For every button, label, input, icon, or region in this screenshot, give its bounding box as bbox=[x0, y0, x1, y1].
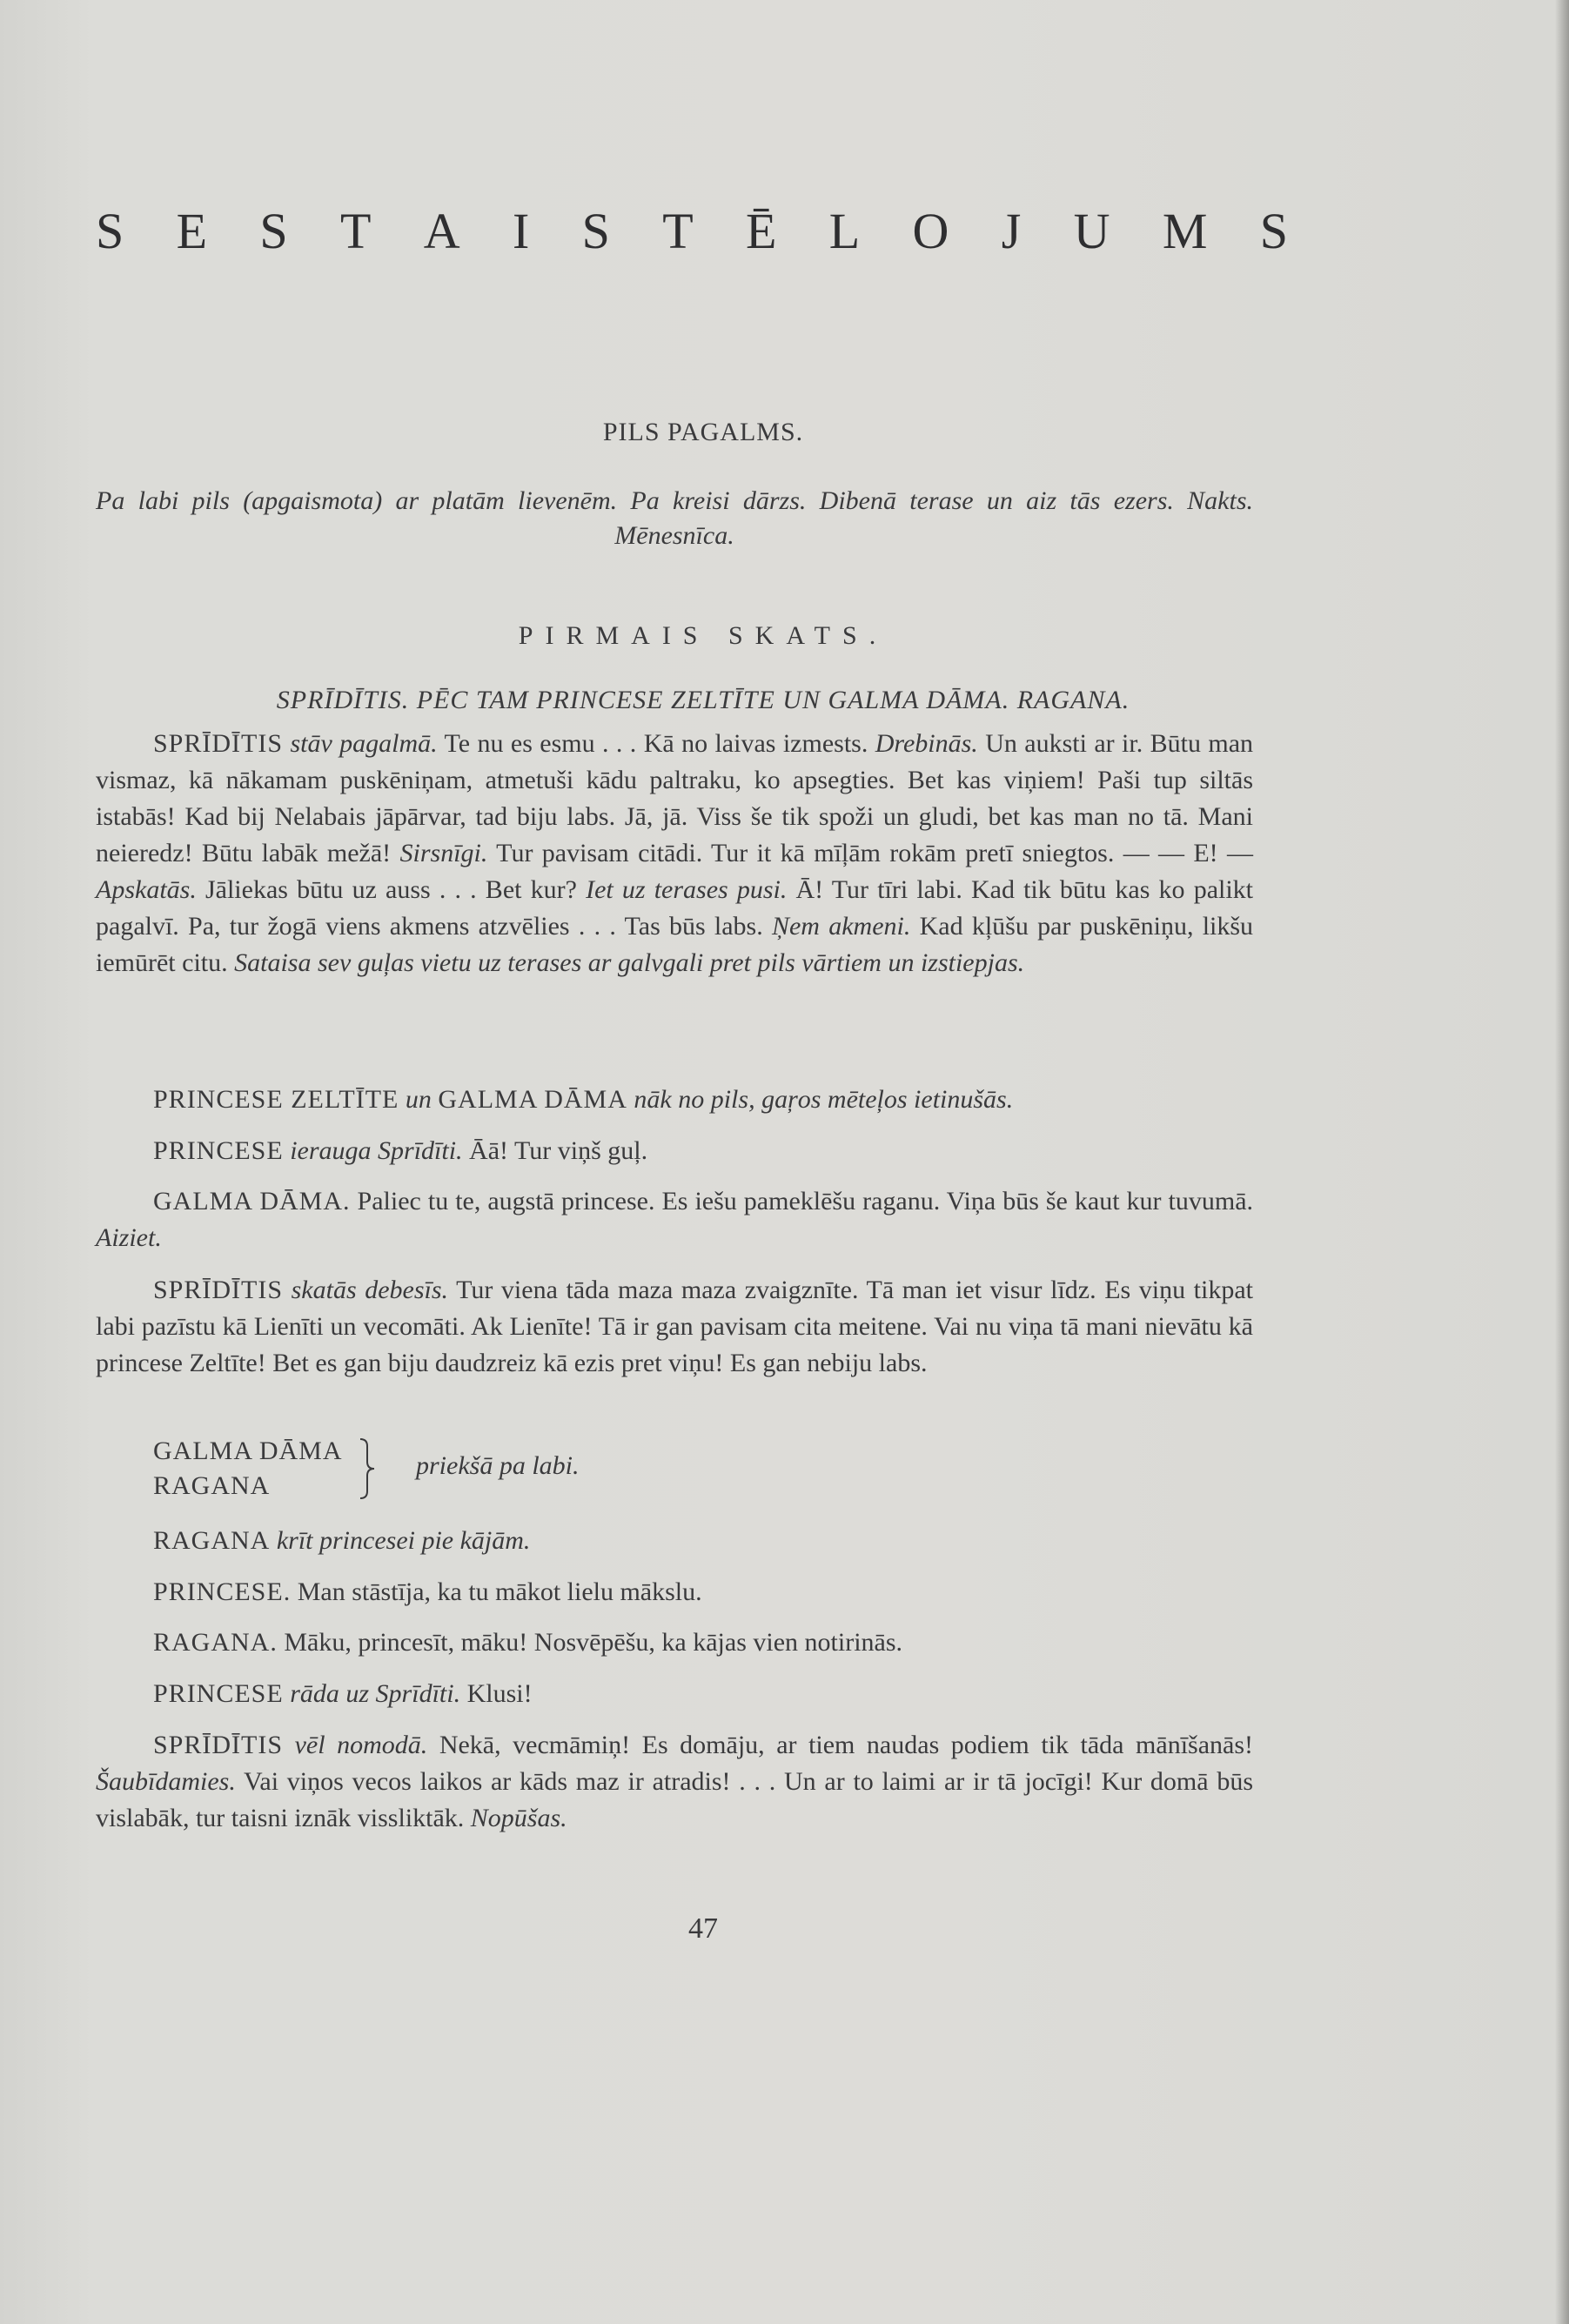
stage-direction: krīt princesei pie kājām. bbox=[276, 1526, 531, 1555]
passage-ragana-1 bbox=[96, 1523, 1253, 1559]
speaker: GALMA DĀMA bbox=[438, 1085, 627, 1114]
speaker: SPRĪDĪTIS bbox=[153, 1276, 284, 1304]
dialogue: Āā! Tur viņš guļ. bbox=[469, 1136, 648, 1165]
heading-letter: S bbox=[1259, 203, 1288, 259]
heading-letter: E bbox=[176, 203, 208, 259]
page-number: 47 bbox=[688, 1912, 718, 1945]
heading-letter: T bbox=[339, 203, 372, 259]
dialogue: Māku, princesīt, māku! Nosvēpēšu, ka kājas vien notirinās. bbox=[284, 1628, 903, 1657]
speaker: GALMA DĀMA bbox=[153, 1437, 343, 1465]
page-edge-shadow bbox=[1555, 0, 1569, 2324]
heading-letter: S bbox=[96, 203, 124, 259]
dialogue: Paliec tu te, augstā princese. Es iešu pameklēšu raganu. Viņa būs še kaut kur tuvumā. bbox=[357, 1187, 1254, 1216]
heading-letter: A bbox=[423, 203, 460, 259]
dialogue: Jāliekas būtu uz auss . . . Bet kur? bbox=[205, 875, 577, 904]
heading-letter: M bbox=[1162, 203, 1208, 259]
speaker: PRINCESE. bbox=[153, 1577, 292, 1606]
chapter-heading bbox=[96, 202, 1288, 260]
passage-princese-1 bbox=[96, 1133, 1253, 1169]
stage-direction: un bbox=[405, 1085, 432, 1114]
stage-direction: Drebinās. bbox=[875, 729, 978, 758]
stage-direction: priekšā pa labi. bbox=[416, 1451, 580, 1480]
passage-spriditis-1 bbox=[96, 726, 1253, 981]
heading-letter: I bbox=[512, 203, 530, 259]
brace-names bbox=[153, 1434, 343, 1504]
stage-direction: stāv pagalmā. bbox=[290, 729, 438, 758]
passage-princese-2 bbox=[96, 1574, 1253, 1611]
passage-princese-enters bbox=[96, 1082, 1253, 1118]
heading-letter: Ē bbox=[745, 203, 777, 259]
location-title: PILS PAGALMS. bbox=[602, 418, 804, 446]
stage-direction: rāda uz Sprīdīti. bbox=[290, 1679, 461, 1708]
passage-princese-3 bbox=[96, 1676, 1253, 1712]
dialogue: Te nu es esmu . . . Kā no laivas izmests. bbox=[444, 729, 868, 758]
stage-direction: Aiziet. bbox=[96, 1223, 162, 1252]
dialogue: Un auksti ar ir. Būtu man vismaz, kā nākamam puskēniņam, atmetuši kādu paltraku, ko apsegties. Bet kas viņiem! Paši tup siltās istabās! Kad bij Nelabais jāpārvar, tad biju labs. Jā, jā. Viss še tik spoži un gludi, bet kas man no tā. Mani neieredz! Būtu labāk mežā! bbox=[96, 729, 1254, 867]
dialogue: Man stāstīja, ka tu mākot lielu mākslu. bbox=[297, 1577, 702, 1606]
passage-spriditis-3 bbox=[96, 1727, 1253, 1837]
dialogue: Nekā, vecmāmiņ! Es domāju, ar tiem naudas podiem tik tāda mānīšanās! bbox=[439, 1731, 1254, 1759]
scene-title: PIRMAIS SKATS. bbox=[518, 621, 888, 650]
stage-direction: skatās debesīs. bbox=[291, 1276, 449, 1304]
speaker: SPRĪDĪTIS bbox=[153, 729, 284, 758]
heading-letter: U bbox=[1073, 203, 1110, 259]
stage-direction: Apskatās. bbox=[96, 875, 197, 904]
curly-brace-icon bbox=[359, 1437, 376, 1500]
dialogue: Vai viņos vecos laikos ar kāds maz ir atradis! . . . Un ar to laimi ar ir tā jocīgi! Kur domā būs vislabāk, tur taisni iznāk vissliktāk. bbox=[96, 1767, 1253, 1832]
stage-direction: Iet uz terases pusi. bbox=[586, 875, 788, 904]
stage-direction: vēl nomodā. bbox=[294, 1731, 428, 1759]
heading-letter: S bbox=[259, 203, 288, 259]
heading-letter: J bbox=[1001, 203, 1022, 259]
stage-direction: nāk no pils, gaŗos mēteļos ietinušās. bbox=[634, 1085, 1014, 1114]
speaker: RAGANA bbox=[153, 1526, 271, 1555]
stage-direction: ierauga Sprīdīti. bbox=[290, 1136, 463, 1165]
stage-direction: Šaubīdamies. bbox=[96, 1767, 236, 1796]
speaker: SPRĪDĪTIS bbox=[153, 1731, 284, 1759]
speaker: RAGANA bbox=[153, 1471, 271, 1500]
dialogue: Ā! Tur tīri labi. Kad tik būtu kas ko palikt pagalvī. Pa, tur žogā viens akmens atzvēlies . . . Tas būs labs. bbox=[96, 875, 1254, 941]
stage-direction: Sataisa sev guļas vietu uz terases ar galvgali pret pils vārtiem un izstiepjas. bbox=[234, 948, 1025, 977]
stage-direction: Nopūšas. bbox=[470, 1804, 567, 1832]
passage-ragana-2 bbox=[96, 1624, 1253, 1661]
stage-direction: Sirsnīgi. bbox=[399, 839, 488, 867]
character-list: SPRĪDĪTIS. PĒC TAM PRINCESE ZELTĪTE UN GALMA DĀMA. RAGANA. bbox=[276, 686, 1130, 714]
dialogue: Tur viena tāda maza maza zvaigznīte. Tā man iet visur līdz. Es viņu tikpat labi pazīstu kā Lienīti un vecomāti. Ak Lienīte! Tā ir gan pavisam cita meitene. Vai nu viņa tā mani nievātu kā princese Zeltīte! Bet es gan biju daudzreiz kā ezis pret viņu! Es gan nebiju labs. bbox=[96, 1276, 1254, 1377]
dialogue: Klusi! bbox=[466, 1679, 533, 1708]
speaker: PRINCESE bbox=[153, 1679, 284, 1708]
stage-direction: Ņem akmeni. bbox=[771, 912, 911, 941]
speaker: PRINCESE ZELTĪTE bbox=[153, 1085, 399, 1114]
heading-letter: L bbox=[828, 203, 861, 259]
passage-galma-dama-1 bbox=[96, 1183, 1253, 1256]
passage-spriditis-2 bbox=[96, 1272, 1253, 1382]
speaker: RAGANA. bbox=[153, 1628, 278, 1657]
speaker: PRINCESE bbox=[153, 1136, 284, 1165]
heading-letter: T bbox=[662, 203, 694, 259]
heading-letter: S bbox=[581, 203, 610, 259]
speaker: GALMA DĀMA. bbox=[153, 1187, 351, 1216]
dialogue: Kad kļūšu par puskēniņu, likšu iemūrēt citu. bbox=[96, 912, 1254, 977]
brace-group-exit bbox=[153, 1434, 762, 1504]
setting-description: Pa labi pils (apgaismota) ar platām lievenēm. Pa kreisi dārzs. Dibenā terase un aiz tās ezers. Nakts. Mēnesnīca. bbox=[96, 486, 1253, 550]
heading-letter: O bbox=[912, 203, 949, 259]
dialogue: Tur pavisam citādi. Tur it kā mīļām rokām pretī sniegtos. — — E! — bbox=[496, 839, 1254, 867]
